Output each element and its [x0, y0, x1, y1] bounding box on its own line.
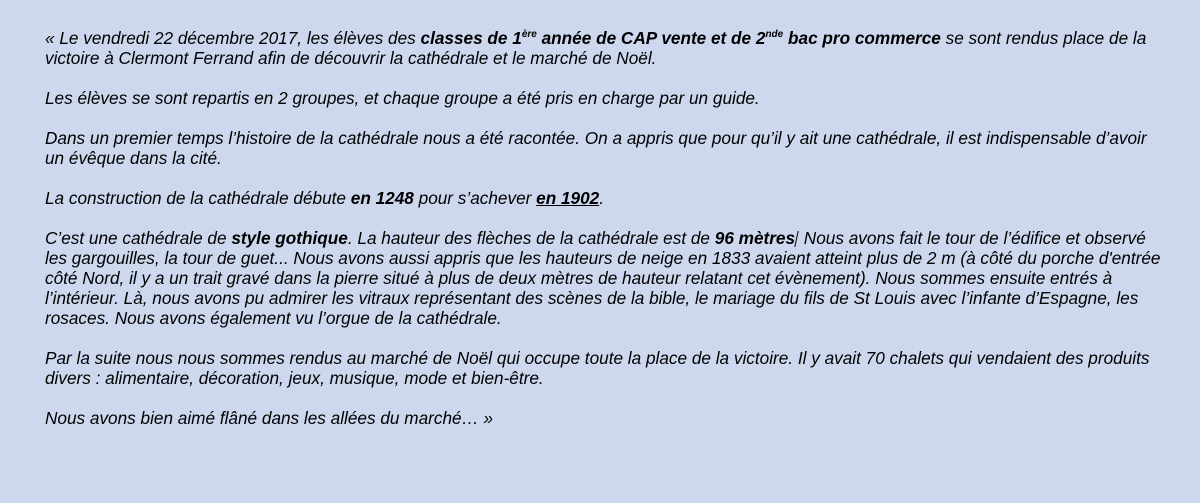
classes-bold-3: bac pro commerce: [783, 28, 941, 48]
open-quote: «: [45, 28, 60, 48]
construction-start-year: en 1248: [350, 188, 414, 208]
construction-end-year: en 1902: [536, 188, 600, 208]
construction-text-2: pour s’achever: [413, 188, 537, 208]
visit-text-2: . La hauteur des flèches de la cathédrale est de: [347, 228, 715, 248]
intro-text-end: se sont rendus place de la victoire à Clermont Ferrand afin de découvrir la cathédrale et le marché de Noël.: [45, 28, 1147, 68]
visit-text-1: C’est une cathédrale de: [45, 228, 232, 248]
paragraph-history: Dans un premier temps l’histoire de la cathédrale nous a été racontée. On a appris que pour qu’il y ait une cathédrale, il est indispensable d’avoir un évêque dans la cité.: [45, 128, 1147, 168]
paragraph-closing: [45, 408, 1170, 428]
paragraph-market: Par la suite nous nous sommes rendus au marché de Noël qui occupe toute la place de la victoire. Il y avait 70 chalets qui vendaient des produits divers : alimentaire, décoration, jeux, musique, mode et bien-être.: [45, 348, 1150, 388]
close-quote: »: [478, 408, 494, 428]
paragraph-construction: [45, 188, 1170, 208]
superscript-ere: ère: [521, 29, 537, 40]
construction-text-3: .: [599, 188, 605, 208]
classes-bold-2: année de CAP vente et de 2: [536, 28, 766, 48]
article-body: [45, 28, 1170, 448]
classes-bold-1: classes de 1: [420, 28, 522, 48]
style-gothic: style gothique: [231, 228, 348, 248]
spire-height: 96 mètres: [714, 228, 796, 248]
intro-text-start: Le vendredi 22 décembre 2017, les élèves des: [59, 28, 421, 48]
construction-text-1: La construction de la cathédrale débute: [45, 188, 351, 208]
paragraph-intro: [45, 28, 1170, 68]
paragraph-groups: Les élèves se sont repartis en 2 groupes, et chaque groupe a été pris en charge par un guide.: [45, 88, 760, 108]
visit-text-3: Nous avons fait le tour de l’édifice et observé les gargouilles, la tour de guet... Nous avons aussi appris que les hauteurs de neige en 1833 avaient atteint plus de 2 m (à côté du porche d'entrée côté Nord, il y a un trait gravé dans la pierre situé à plus de deux mètres de hauteur relatant cet évènement). Nous sommes ensuite entrés à l’intérieur. Là, nous avons pu admirer les vitraux représentant des scènes de la bible, le mariage du fils de St Louis avec l’infante d’Espagne, les rosaces. Nous avons également vu l’orgue de la cathédrale.: [45, 228, 1161, 328]
paragraph-visit: [45, 228, 1170, 328]
superscript-nde: nde: [765, 29, 784, 40]
closing-text: Nous avons bien aimé flâné dans les allées du marché…: [45, 408, 479, 428]
